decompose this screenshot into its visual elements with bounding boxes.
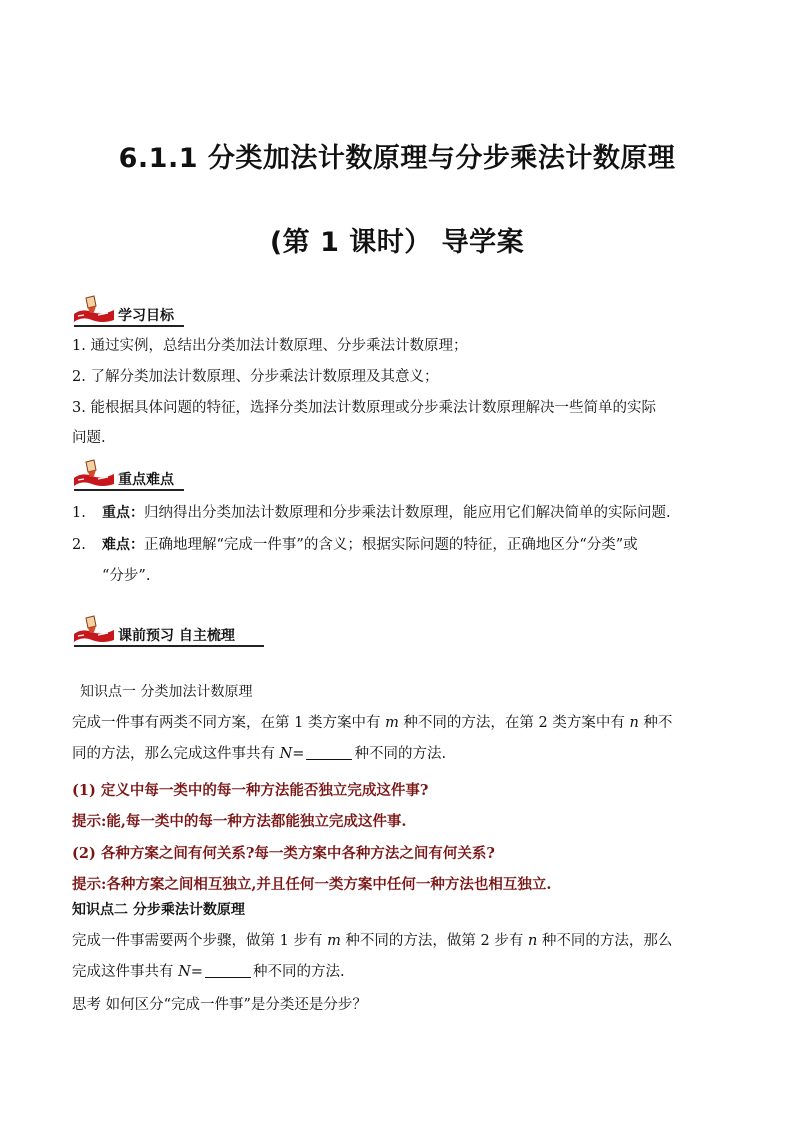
goal-item-3-cont: 问题.: [72, 430, 106, 446]
key-point-item-2: [72, 535, 638, 555]
var-n: n: [629, 715, 639, 731]
text: 种不: [638, 715, 673, 731]
key-point-text: 归纳得出分类加法计数原理和分步乘法计数原理，能应用它们解决简单的实际问题.: [144, 505, 671, 521]
text: 完成一件事有两类不同方案，在第 1 类方案中有: [72, 715, 386, 731]
section-underline: [74, 645, 264, 647]
text: 同的方法，那么完成这件事共有: [72, 746, 280, 762]
kp2-line1: [72, 931, 672, 951]
text: 完成这件事共有: [72, 964, 179, 980]
pen-ribbon-icon: [72, 458, 116, 488]
think-question: 思考 如何区分“完成一件事”是分类还是分步？: [72, 997, 367, 1013]
var-m: m: [327, 933, 341, 949]
equals-sign: =: [292, 746, 305, 762]
key-point-label: 重点：: [102, 505, 144, 521]
list-number: 1.: [72, 505, 86, 521]
text: 种不同的方法.: [354, 746, 447, 762]
text: 种不同的方法.: [252, 964, 345, 980]
question-1: (1) 定义中每一类中的每一种方法能否独立完成这件事?: [72, 782, 429, 799]
section-underline: [74, 489, 184, 491]
equals-sign: =: [190, 964, 203, 980]
list-number: 2.: [72, 537, 86, 553]
fill-in-blank[interactable]: [306, 745, 352, 760]
goal-item-2: 2. 了解分类加法计数原理、分步乘法计数原理及其意义；: [72, 369, 439, 385]
question-2: (2) 各种方案之间有何关系?每一类方案中各种方法之间有何关系?: [72, 845, 495, 862]
section-key-points-heading: 重点难点: [118, 472, 174, 488]
answer-2: 提示:各种方案之间相互独立,并且任何一类方案中任何一种方法也相互独立.: [72, 876, 552, 893]
var-N: N: [279, 746, 293, 762]
knowledge-point-1-title: 知识点一 分类加法计数原理: [80, 684, 253, 700]
text: 种不同的方法，做第 2 步有: [340, 933, 528, 949]
key-point-item-2-cont: “分步”.: [102, 568, 151, 584]
text: 种不同的方法，那么: [537, 933, 673, 949]
knowledge-point-2-title: 知识点二 分步乘法计数原理: [72, 902, 245, 918]
doc-title-line2: (第 1 课时） 导学案: [269, 227, 525, 258]
kp1-line1: [72, 713, 672, 733]
pen-ribbon-icon: [72, 614, 116, 644]
doc-title-line1: 6.1.1 分类加法计数原理与分步乘法计数原理: [118, 143, 676, 174]
text: 完成一件事需要两个步骤，做第 1 步有: [72, 933, 328, 949]
goal-item-1: 1. 通过实例，总结出分类加法计数原理、分步乘法计数原理；: [72, 338, 468, 354]
kp2-line2: [72, 962, 345, 982]
var-n: n: [527, 933, 538, 949]
fill-in-blank[interactable]: [205, 963, 251, 978]
kp1-line2: [72, 744, 446, 764]
text: 种不同的方法，在第 2 类方案中有: [398, 715, 630, 731]
key-point-item-1: [72, 503, 671, 523]
section-preview-heading: 课前预习 自主梳理: [118, 628, 235, 644]
goal-item-3: 3. 能根据具体问题的特征，选择分类加法计数原理或分步乘法计数原理解决一些简单的实际: [72, 400, 656, 416]
answer-1: 提示:能,每一类中的每一种方法都能独立完成这件事.: [72, 813, 407, 830]
var-N: N: [178, 964, 191, 980]
difficulty-label: 难点：: [102, 537, 144, 553]
pen-ribbon-icon: [72, 294, 116, 324]
difficulty-text: 正确地理解“完成一件事”的含义；根据实际问题的特征，正确地区分“分类”或: [144, 537, 638, 553]
section-underline: [74, 325, 184, 327]
var-m: m: [385, 715, 399, 731]
section-goals-heading: 学习目标: [118, 308, 174, 324]
